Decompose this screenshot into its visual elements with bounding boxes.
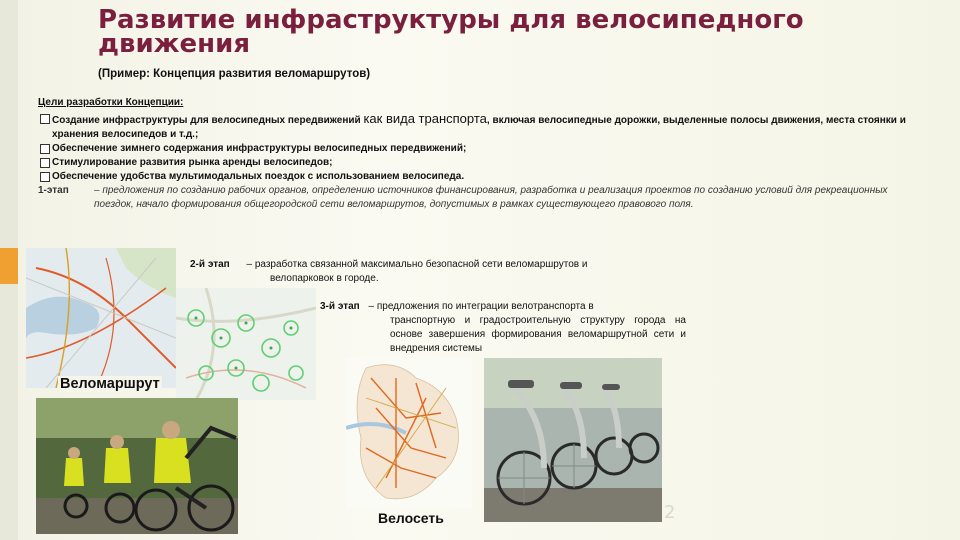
goal-text: Обеспечение удобства мультимодальных поездок с использованием велосипеда. (52, 171, 465, 182)
goal-text: Стимулирование развития рынка аренды велосипедов; (52, 157, 333, 168)
stage-1-text: – предложения по созданию рабочих органов, определению источников финансирования, разработка и реализация проектов по созданию условий для рекреационных поездок, начало формирования общегородской сети веломаршрутов, допустимых в рамках существующего правового поля. (94, 185, 888, 210)
checkbox-bullet-icon (40, 158, 50, 168)
bike-parking-map-image (176, 288, 316, 400)
goal-item (38, 112, 918, 142)
accent-marker (0, 248, 18, 284)
stage-1 (38, 184, 918, 212)
stage-2-text-cont: велопарковок в городе. (270, 273, 379, 284)
goals-section (38, 96, 918, 212)
checkbox-bullet-icon (40, 114, 50, 124)
page-number: 2 (664, 502, 676, 523)
veloroute-caption: Веломаршрут (60, 376, 160, 392)
stage-3-text-cont: транспортную и градостроительную структуру города на основе завершения формирования веломаршрутной сети и внедрения системы (390, 315, 686, 354)
slide-title: Развитие инфраструктуры для велосипедного движения (98, 5, 804, 59)
goals-heading: Цели разработки Концепции: (38, 97, 184, 108)
stage-1-label: 1-этап (38, 185, 69, 196)
stage-3 (320, 300, 686, 356)
stage-3-text: – предложения по интеграции велотранспорта в (368, 301, 594, 312)
bike-network-map-image (346, 358, 472, 508)
goal-text-tail: , включая велосипедные дорожки, выделенные полосы движения, места стоянки и хранения велосипедов и т.д.; (52, 115, 906, 140)
goal-text: Обеспечение зимнего содержания инфраструктуры велосипедных передвижений; (52, 143, 467, 154)
checkbox-bullet-icon (40, 172, 50, 182)
rental-bikes-photo (484, 358, 662, 522)
goal-item (38, 156, 918, 170)
stage-2-label: 2-й этап (190, 259, 230, 270)
stage-2-text: – разработка связанной максимально безопасной сети веломаршрутов и (246, 259, 588, 270)
slide-subtitle: (Пример: Концепция развития веломаршрутов) (98, 68, 371, 80)
goal-text: Создание инфраструктуры для велосипедных передвижений (52, 115, 361, 126)
checkbox-bullet-icon (40, 144, 50, 154)
cyclists-photo (36, 398, 238, 534)
stage-3-label: 3-й этап (320, 301, 360, 312)
goal-text-emphasis: как вида транспорта (363, 111, 487, 126)
goal-item (38, 142, 918, 156)
veloset-caption: Велосеть (378, 510, 444, 526)
stage-2 (190, 258, 702, 286)
veloroute-map-image (26, 248, 176, 388)
goal-item (38, 170, 918, 184)
